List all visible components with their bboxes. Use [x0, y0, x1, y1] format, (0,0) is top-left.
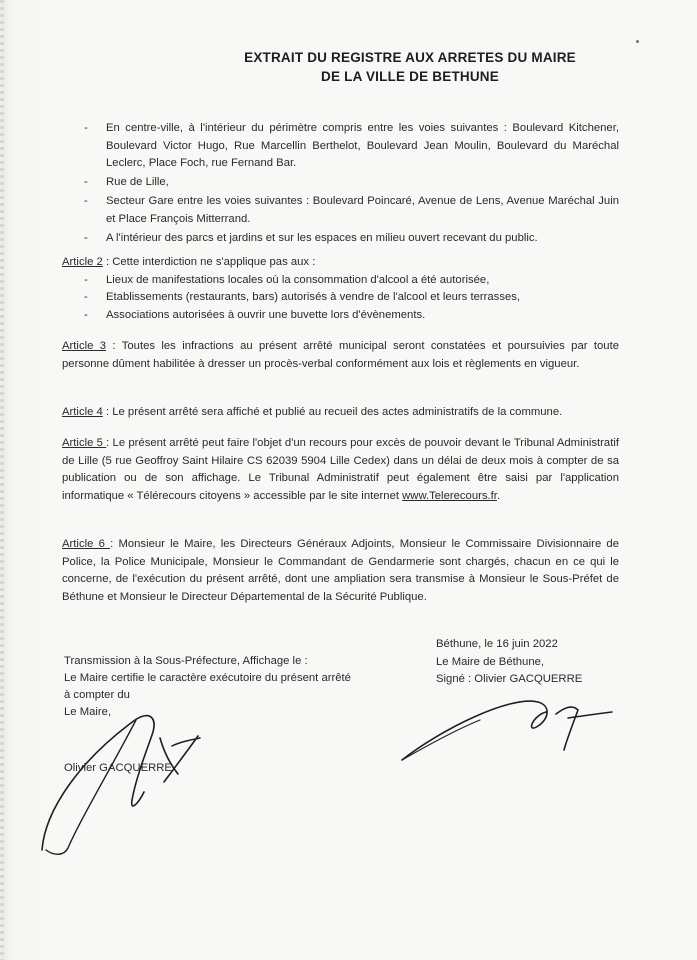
scan-speck — [636, 40, 639, 43]
article-2-intro: : Cette interdiction ne s'applique pas aux : — [102, 256, 316, 268]
bullet-dash: - — [84, 122, 88, 134]
bullet-dash: - — [84, 273, 88, 286]
list-item-text: A l'intérieur des parcs et jardins et sur les espaces en milieu ouvert recevant du public. — [106, 231, 538, 244]
article-5-tail: . — [496, 489, 501, 502]
place-date: Béthune, le 16 juin 2022 — [436, 638, 558, 650]
list-item-text: Secteur Gare entre les voies suivantes : Boulevard Poincaré, Avenue de Lens, Avenue Maréchal Juin et Place François Mitterrand. — [106, 195, 619, 225]
bullet-dash: - — [84, 231, 88, 244]
effective-date-line: à compter du — [64, 689, 130, 701]
list-item — [84, 230, 619, 248]
document-title — [230, 48, 590, 86]
article-6-text: : Monsieur le Maire, les Directeurs Généraux Adjoints, Monsieur le Commissaire Divisionnaire de Police, la Police Municipale, Monsieur le Commandant de Gendarmerie sont chargés, chacun en ce qui le concerne, de l'exécution du présent arrêté, dont une ampliation sera transmise à Monsieur le Sous-Préfet de Béthune et Monsieur le Directeur Départemental de la Sécurité Publique. — [62, 538, 619, 603]
article-4-label: Article 4 — [62, 406, 103, 418]
mayor-signature-block — [436, 636, 656, 689]
bullet-dash: - — [84, 291, 88, 303]
article-3 — [62, 338, 619, 373]
list-item — [84, 120, 619, 173]
handwritten-signature-right — [400, 690, 620, 770]
title-line-1: EXTRAIT DU REGISTRE AUX ARRETES DU MAIRE — [244, 50, 576, 65]
article-3-label: Article 3 — [62, 340, 107, 352]
mayor-name: Olivier GACQUERRE — [64, 762, 172, 774]
mayor-label: Le Maire, — [64, 706, 112, 718]
list-item — [84, 174, 619, 192]
bullet-dash: - — [84, 308, 88, 321]
list-item-text: Lieux de manifestations locales où la consommation d'alcool a été autorisée, — [106, 273, 490, 286]
article-4 — [62, 404, 619, 422]
article-4-text: : Le présent arrêté sera affiché et publié au recueil des actes administratifs de la commune. — [102, 406, 563, 418]
title-line-2: DE LA VILLE DE BETHUNE — [321, 69, 499, 84]
list-item — [62, 307, 619, 325]
list-item-text: Rue de Lille, — [106, 176, 169, 188]
list-item — [62, 289, 619, 307]
telerecours-link[interactable]: www.Telerecours.fr — [402, 489, 497, 502]
article-5-text: : Le présent arrêté peut faire l'objet d'un recours pour excès de pouvoir devant le Tribunal Administratif de Lille (5 rue Geoffroy Saint Hilaire CS 62039 5904 Lille Cedex) dans un délai de deux mois à compter de sa publication ou de son affichage. Le Tribunal Administratif peut également être saisi par l'application informatique « Télérecours citoyens » accessible par le site internet — [62, 437, 619, 502]
transmission-line: Transmission à la Sous-Préfecture, Affichage le : — [64, 655, 308, 667]
article-2-label: Article 2 — [62, 256, 103, 268]
list-item-text: En centre-ville, à l'intérieur du périmètre compris entre les voies suivantes : Boulevard Kitchener, Boulevard Victor Hugo, Rue Marcellin Berthelot, Boulevard Jean Moulin, Boulevard du Maréchal Leclerc, Place Foch, rue Fernand Bar. — [106, 122, 619, 169]
article-2 — [62, 254, 619, 324]
list-item-text: Etablissements (restaurants, bars) autorisés à vendre de l'alcool et leurs terrasses, — [106, 291, 521, 303]
article-5 — [62, 435, 619, 505]
article-5-label: Article 5 — [62, 437, 107, 449]
exemption-list — [62, 272, 619, 325]
list-item-text: Associations autorisées à ouvrir une buvette lors d'évènements. — [106, 308, 426, 321]
article-6-label: Article 6 — [62, 538, 111, 550]
scan-edge — [0, 0, 4, 960]
mayor-role: Le Maire de Béthune, — [436, 655, 545, 668]
bullet-dash: - — [84, 176, 88, 188]
certification-line: Le Maire certifie le caractère exécutoire du présent arrêté — [64, 672, 351, 684]
bullet-dash: - — [84, 195, 88, 207]
list-item — [62, 272, 619, 290]
list-item — [84, 193, 619, 228]
street-list — [84, 120, 619, 249]
signed-by: Signé : Olivier GACQUERRE — [436, 673, 583, 685]
handwritten-signature-left — [40, 700, 230, 860]
article-3-text: : Toutes les infractions au présent arrêté municipal seront constatées et poursuivies par toute personne dûment habilitée à dresser un procès-verbal conformément aux lois et règlements en vigueur. — [62, 340, 619, 370]
article-6 — [62, 536, 619, 606]
